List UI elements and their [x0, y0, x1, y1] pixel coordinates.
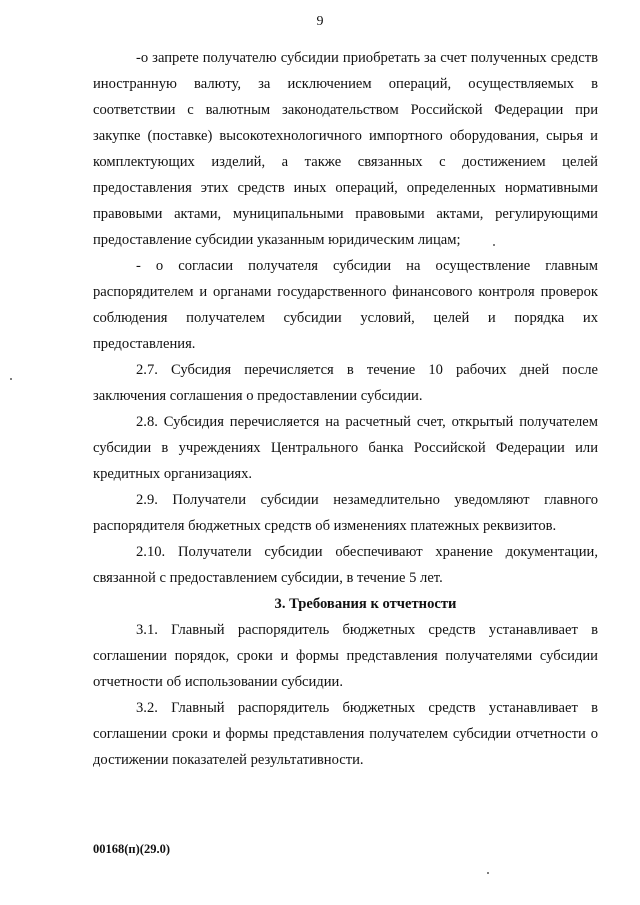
paragraph-2-7: 2.7. Субсидия перечисляется в течение 10 рабочих дней после заключения соглашения о предоставлении субсидии. [93, 362, 598, 404]
scan-speck [493, 244, 495, 246]
scan-speck [10, 378, 12, 380]
paragraph-3-2: 3.2. Главный распорядитель бюджетных средств устанавливает в соглашении сроки и формы представления получателем субсидии отчетности о достижении показателей результативности. [93, 700, 598, 768]
paragraph-3-1: 3.1. Главный распорядитель бюджетных средств устанавливает в соглашении порядок, сроки и формы представления получателями субсидии отчетности об использовании субсидии. [93, 622, 598, 690]
paragraph-2-9: 2.9. Получатели субсидии незамедлительно уведомляют главного распорядителя бюджетных средств об изменениях платежных реквизитов. [93, 492, 598, 534]
paragraph-2-8: 2.8. Субсидия перечисляется на расчетный счет, открытый получателем субсидии в учреждениях Центрального банка Российской Федерации или кредитных организациях. [93, 414, 598, 482]
page-number: 9 [316, 14, 324, 29]
paragraph-2-10: 2.10. Получатели субсидии обеспечивают хранение документации, связанной с предоставлением субсидии, в течение 5 лет. [93, 544, 598, 586]
document-code: 00168(п)(29.0) [93, 842, 170, 856]
section-heading-reporting: 3. Требования к отчетности [274, 596, 457, 612]
document-body [93, 45, 598, 773]
scan-speck [487, 872, 489, 874]
paragraph-audit-consent: - о согласии получателя субсидии на осуществление главным распорядителем и органами государственного финансового контроля проверок соблюдения получателем субсидии условий, целей и порядка их предоставления. [93, 258, 598, 352]
paragraph-currency-prohibition: -о запрете получателю субсидии приобретать за счет полученных средств иностранную валюту, за исключением операций, осуществляемых в соответствии с валютным законодательством Российской Федерации при закупке (поставке) высокотехнологичного импортного оборудования, сырья и комплектующих изделий, а также связанных с достижением целей предоставления этих средств иных операций, определенных нормативными правовыми актами, муниципальными правовыми актами, регулирующими предоставление субсидии указанным юридическим лицам; [93, 50, 598, 248]
